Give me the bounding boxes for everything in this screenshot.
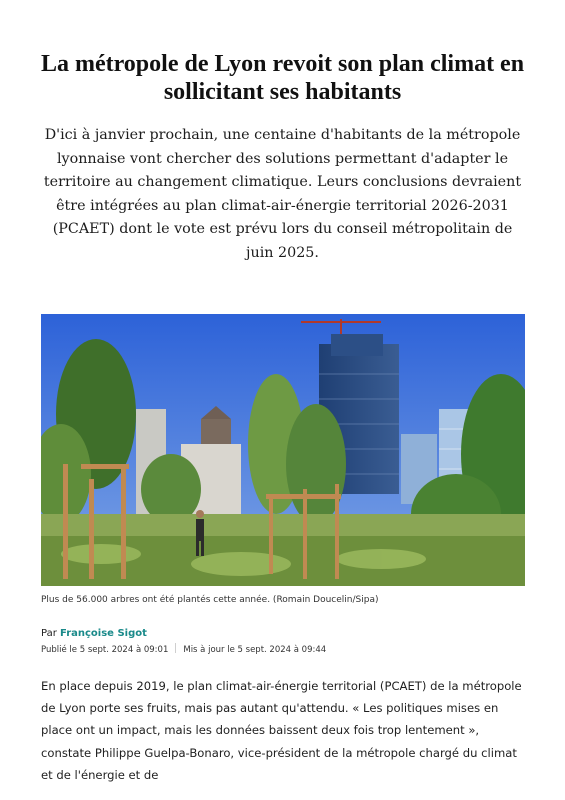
author-link[interactable]: Françoise Sigot [60,628,147,639]
article-lead: D'ici à janvier prochain, une centaine d'habitants de la métropole lyonnaise vont chercher des solutions permettant d'adapter le territoire au changement climatique. Leurs conclusions devraient être intégrées au plan climat-air-énergie territorial 2026-2031 (PCAET) dont le vote est prévu lors du conseil métropolitain de juin 2025. [43,127,522,261]
updated-date: Mis à jour le 5 sept. 2024 à 09:44 [183,645,327,655]
article-body: En place depuis 2019, le plan climat-air-énergie territorial (PCAET) de la métropole de Lyon porte ses fruits, mais pas autant qu'attendu. « Les politiques mises en place ont un impact, mais les données baissent deux fois trop lentement », constate Philippe Guelpa-Bonaro, vice-président de la métropole chargé du climat et de l'énergie et de [41,679,522,782]
article-title: La métropole de Lyon revoit son plan climat en sollicitant ses habitants [40,51,525,105]
image-caption: Plus de 56.000 arbres ont été plantés cette année. (Romain Doucelin/Sipa) [41,595,379,605]
date-separator [175,643,176,653]
byline-prefix: Par [41,628,57,639]
publication-dates [41,643,326,656]
byline [41,627,147,640]
article-photo [41,314,525,586]
published-date: Publié le 5 sept. 2024 à 09:01 [41,645,169,655]
